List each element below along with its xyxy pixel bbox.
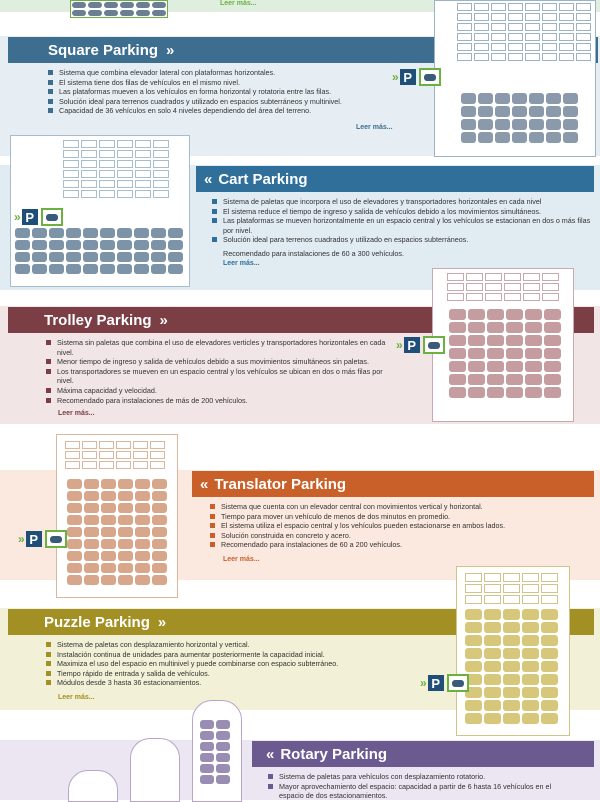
trolley-read-more-link[interactable]: Leer más... [58, 410, 95, 417]
list-item: Sistema de paletas que incorpora el uso de elevadores y transportadores horizontales en cada nivel [212, 197, 592, 207]
list-item: El sistema tiene dos filas de vehículos en el mismo nivel. [48, 78, 428, 88]
list-item: Solución ideal para terrenos cuadrados y utilizado en espacios subterráneos y multinivel. [48, 97, 428, 107]
list-item: Tiempo rápido de entrada y salida de vehículos. [46, 669, 426, 679]
cart-header [196, 166, 594, 192]
double-chevron-icon: » [392, 70, 397, 84]
car-icon [45, 530, 67, 548]
translator-bullets [210, 502, 590, 550]
list-item: El sistema utiliza el espacio central y los vehículos pueden estacionarse en ambos lados. [210, 521, 590, 531]
square-building-illustration [434, 0, 596, 157]
car-icon [447, 674, 469, 692]
rotary-tower-2 [130, 738, 180, 802]
list-item: Solución ideal para terrenos cuadrados y utilizado en espacios subterráneos. [212, 235, 592, 245]
list-item: El sistema reduce el tiempo de ingreso y salida de vehículos debido a los movimientos simultáneos. [212, 207, 592, 217]
list-item: Las plataformas se mueven horizontalmente en un espacio central y los vehículos se estacionan en dos o más filas por nivel. [212, 216, 592, 235]
square-entry-sign [392, 68, 441, 86]
list-item: Los transportadores se mueven en un espacio central y los vehículos se ubican en dos o más filas por nivel. [46, 367, 396, 386]
list-item: Tiempo para mover un vehículo de menos de dos minutos en promedio. [210, 512, 590, 522]
list-item: Módulos desde 3 hasta 36 estacionamientos. [46, 678, 426, 688]
double-chevron-icon: « [266, 745, 273, 763]
top-car-grid [70, 0, 168, 18]
list-item: Mayor aprovechamiento del espacio: capacidad a partir de 6 hasta 16 vehículos en el espacio de dos estacionamientos. [268, 782, 558, 801]
parking-p-icon: P [404, 337, 420, 353]
parking-p-icon: P [400, 69, 416, 85]
double-chevron-icon: » [157, 613, 165, 631]
list-item: Sistema que cuenta con un elevador central con movimientos vertical y horizontal. [210, 502, 590, 512]
trolley-title: Trolley Parking [44, 311, 152, 329]
double-chevron-icon: « [200, 475, 207, 493]
car-icon [423, 336, 445, 354]
list-item: Las plataformas mueven a los vehículos en forma horizontal y rotatoria entre las filas. [48, 87, 428, 97]
puzzle-read-more-link[interactable]: Leer más... [58, 694, 95, 701]
square-title: Square Parking [48, 41, 159, 59]
list-item: Menor tiempo de ingreso y salida de vehículos debido a sus movimientos simultáneos sin paletas. [46, 357, 396, 367]
cart-bullets [212, 197, 592, 245]
rotary-tower-3 [68, 770, 118, 802]
parking-p-icon: P [428, 675, 444, 691]
list-item: Instalación continua de unidades para aumentar posteriormente la capacidad inicial. [46, 650, 426, 660]
translator-title: Translator Parking [214, 475, 347, 493]
translator-read-more-link[interactable]: Leer más... [223, 556, 260, 563]
cart-entry-sign [14, 208, 63, 226]
double-chevron-icon: » [14, 210, 19, 224]
rotary-bullets [268, 772, 558, 801]
parking-p-icon: P [22, 209, 38, 225]
puzzle-bullets [46, 640, 426, 688]
trolley-bullets [46, 338, 396, 405]
double-chevron-icon: » [166, 41, 173, 59]
car-icon [41, 208, 63, 226]
translator-header [192, 471, 594, 497]
rotary-title: Rotary Parking [280, 745, 388, 763]
rotary-cars [200, 720, 230, 784]
top-read-more-link[interactable]: Leer más... [220, 0, 257, 7]
double-chevron-icon: « [204, 170, 211, 188]
square-read-more-link[interactable]: Leer más... [356, 124, 393, 131]
rotary-header [252, 741, 594, 767]
puzzle-title: Puzzle Parking [44, 613, 150, 631]
translator-entry-sign [18, 530, 67, 548]
list-item: Sistema de paletas para vehículos con desplazamiento rotatorio. [268, 772, 558, 782]
list-item: Recomendado para instalaciones de 60 a 200 vehículos. [210, 540, 590, 550]
parking-p-icon: P [26, 531, 42, 547]
double-chevron-icon: » [159, 311, 166, 329]
double-chevron-icon: » [396, 338, 401, 352]
list-item: Solución construida en concreto y acero. [210, 531, 590, 541]
cart-read-more-link[interactable]: Leer más... [223, 260, 260, 267]
list-item: Máxima capacidad y velocidad. [46, 386, 396, 396]
square-bullets [48, 68, 428, 116]
translator-building-illustration [56, 434, 178, 598]
cart-title: Cart Parking [218, 170, 308, 188]
puzzle-building-illustration [456, 566, 570, 736]
list-item: Maximiza el uso del espacio en multinivel y puede combinarse con espacio subterráneo. [46, 659, 426, 669]
list-item: Sistema que combina elevador lateral con plataformas horizontales. [48, 68, 428, 78]
car-icon [419, 68, 441, 86]
double-chevron-icon: » [420, 676, 425, 690]
list-item: Sistema de paletas con desplazamiento horizontal y vertical. [46, 640, 426, 650]
list-item: Capacidad de 36 vehículos en solo 4 niveles dependiendo del área del terreno. [48, 106, 428, 116]
trolley-building-illustration [432, 268, 574, 422]
list-item: Sistema sin paletas que combina el uso de elevadores verticles y transportadores horizontales en cada nivel. [46, 338, 396, 357]
puzzle-entry-sign [420, 674, 469, 692]
trolley-entry-sign [396, 336, 445, 354]
cart-extra-line: Recomendado para instalaciones de 60 a 300 vehículos. [223, 249, 405, 258]
double-chevron-icon: » [18, 532, 23, 546]
list-item: Recomendado para instalaciones de más de 200 vehículos. [46, 396, 396, 406]
